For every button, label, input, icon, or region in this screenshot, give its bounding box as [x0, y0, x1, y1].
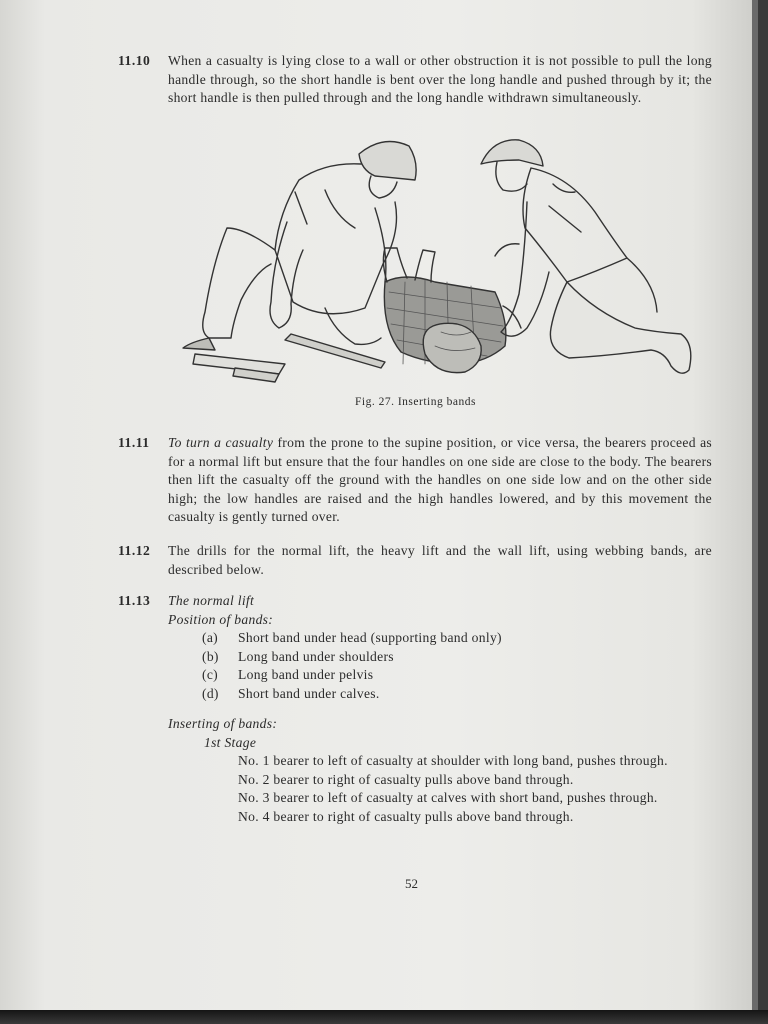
left-bearer-arm	[270, 222, 303, 328]
positions-list	[202, 629, 712, 703]
paragraph-body: from the prone to the supine position, or vice versa, the bearers proceed as for a normal lift but ensure that the four handles on one side are close to the body. The bearers then lift the casualty off the ground with the handles on one side low and on the other side high; the low handles are raised and the high handles lowered, and by this movement the casualty is gently turned over.	[168, 435, 712, 524]
page-shadow-edge	[0, 1010, 768, 1024]
paragraph-number: 11.12	[118, 543, 151, 558]
paragraph-number: 11.13	[118, 593, 151, 608]
right-bearer-face	[496, 162, 527, 191]
paragraph-number: 11.11	[118, 435, 150, 450]
paragraph-11-12	[118, 542, 712, 579]
pole-handle	[285, 334, 385, 368]
paragraph-text: When a casualty is lying close to a wall or other obstruction it is not possible to pull the long handle through, so the short handle is bent over the long handle and pushed through by it; the short handle is then pulled through and the long handle withdrawn simultaneously.	[168, 53, 712, 105]
list-item: (d) Short band under calves.	[202, 685, 380, 701]
left-bearer-helmet	[359, 142, 416, 181]
left-bearer-torso	[275, 164, 397, 314]
figure-caption: Fig. 27. Inserting bands	[355, 396, 476, 408]
paragraph-11-11	[118, 434, 712, 527]
list-item: (a) Short band under head (supporting band only)	[202, 630, 502, 645]
right-bearer-arm	[501, 202, 549, 336]
left-bearer-leg	[203, 228, 275, 338]
right-bearer-helmet	[481, 140, 543, 166]
right-bearer-torso	[523, 168, 627, 282]
right-bearer-leg	[550, 282, 690, 373]
list-item: (c) Long band under pelvis	[202, 667, 374, 682]
paragraph-text	[168, 434, 712, 527]
stage-step: No. 1 bearer to left of casualty at shoulder with long band, pushes through.	[238, 753, 668, 768]
paragraph-11-13	[118, 592, 712, 826]
stage-step: No. 4 bearer to right of casualty pulls above band through.	[238, 808, 574, 824]
stage-step: No. 2 bearer to right of casualty pulls above band through.	[238, 771, 574, 787]
left-bearer-face	[369, 176, 397, 198]
list-item: (b) Long band under shoulders	[202, 648, 394, 664]
paragraph-text: The drills for the normal lift, the heavy lift and the wall lift, using webbing bands, are described below.	[168, 543, 712, 577]
stage-step: No. 3 bearer to left of casualty at calves with short band, pushes through.	[238, 790, 658, 805]
paragraph-lead-italic: To turn a casualty	[168, 435, 274, 450]
position-heading: Position of bands:	[168, 611, 274, 627]
stage-title: 1st Stage	[204, 734, 257, 750]
section-title: The normal lift	[168, 593, 255, 608]
stage-steps	[238, 752, 712, 826]
paragraph-11-10	[118, 52, 712, 108]
page-number: 52	[405, 876, 418, 891]
paragraph-number: 11.10	[118, 53, 151, 68]
inserting-heading: Inserting of bands:	[168, 716, 278, 731]
illustration-inserting-bands	[175, 132, 700, 387]
